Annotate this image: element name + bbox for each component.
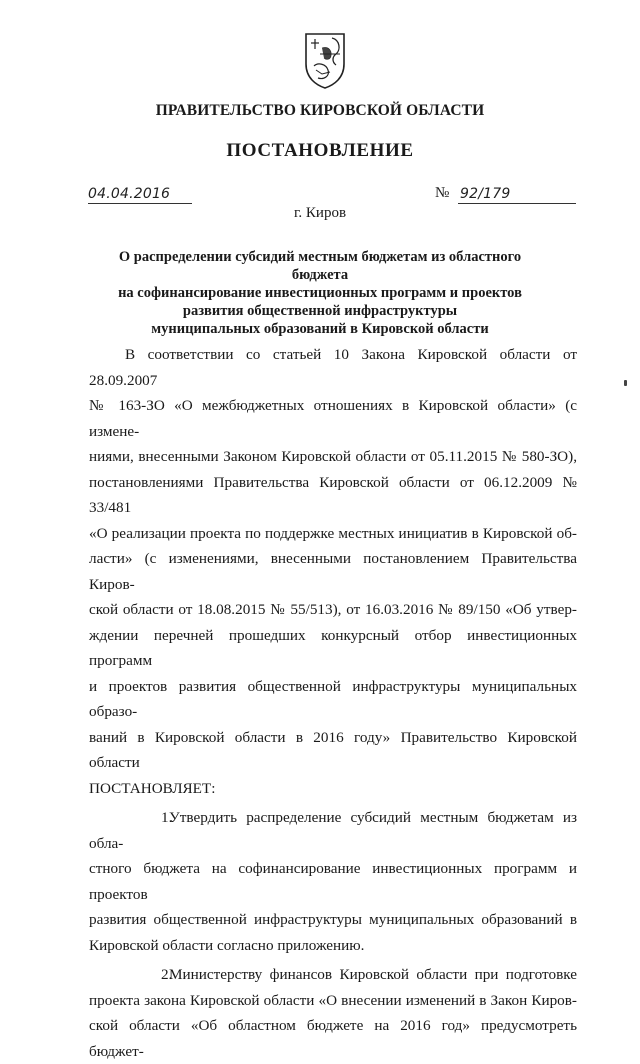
preamble-line: постановлениями Правительства Кировской области от 06.12.2009 № 33/481: [89, 473, 577, 516]
subject-line: на софинансирование инвестиционных программ и проектов: [118, 285, 522, 301]
preamble-line: ваний в Кировской области в 2016 году» Правительство Кировской области: [89, 728, 577, 771]
item-1-first-line: [89, 805, 577, 856]
item-line: развития общественной инфраструктуры муниципальных образований в: [89, 911, 577, 928]
margin-mark: [624, 380, 627, 386]
item-2-first-line: [89, 962, 577, 988]
item-line: проекта закона Кировской области «О внесении изменений в Закон Киров-: [89, 991, 577, 1009]
item-text: Утвердить распределение субсидий местным бюджетам из обла-: [89, 809, 577, 852]
document-date-field: [88, 183, 192, 204]
preamble-line: В соответствии со статьей 10 Закона Кировской области от 28.09.2007: [89, 346, 577, 389]
document-number: 92/179: [460, 186, 511, 202]
item-line: Кировской области согласно приложению.: [89, 936, 365, 954]
preamble-resolution: ПОСТАНОВЛЯЕТ:: [89, 779, 216, 797]
document-body: [89, 342, 577, 1064]
kirov-coat-of-arms-icon: [302, 30, 348, 90]
preamble-line: ждении перечней прошедших конкурсный отбор инвестиционных программ: [89, 626, 577, 669]
preamble-line: № 163-ЗО «О межбюджетных отношениях в Кировской области» (с измене-: [89, 397, 577, 440]
preamble-line: ниями, внесенными Законом Кировской области от 05.11.2015 № 580-ЗО),: [89, 448, 577, 465]
government-title: ПРАВИТЕЛЬСТВО КИРОВСКОЙ ОБЛАСТИ: [155, 102, 485, 119]
subject-line: О распределении субсидий местным бюджетам из областного бюджета: [118, 249, 522, 283]
item-text: Министерству финансов Кировской области при подготовке: [169, 966, 577, 983]
document-number-field: [458, 183, 576, 204]
item-line: стного бюджета на софинансирование инвестиционных программ и проектов: [89, 860, 577, 903]
item-number: 2.: [161, 966, 173, 983]
subject-line: муниципальных образований в Кировской области: [151, 321, 489, 337]
item-line: ской области «Об областном бюджете на 2016 год» предусмотреть бюджет-: [89, 1017, 577, 1060]
document-type-title: ПОСТАНОВЛЕНИЕ: [226, 140, 414, 161]
preamble-line: ской области от 18.08.2015 № 55/513), от 16.03.2016 № 89/150 «Об утвер-: [89, 601, 577, 618]
subject-line: развития общественной инфраструктуры: [182, 303, 458, 319]
number-label: №: [435, 185, 450, 201]
preamble-line: и проектов развития общественной инфраструктуры муниципальных образо-: [89, 677, 577, 720]
item-number: 1.: [161, 809, 173, 826]
city-label: г. Киров: [293, 205, 347, 221]
preamble-line: «О реализации проекта по поддержке местных инициатив в Кировской об-: [89, 524, 577, 542]
preamble-line: ласти» (с изменениями, внесенными постановлением Правительства Киров-: [89, 550, 577, 593]
document-subject: [90, 248, 550, 338]
document-date: 04.04.2016: [88, 186, 171, 202]
